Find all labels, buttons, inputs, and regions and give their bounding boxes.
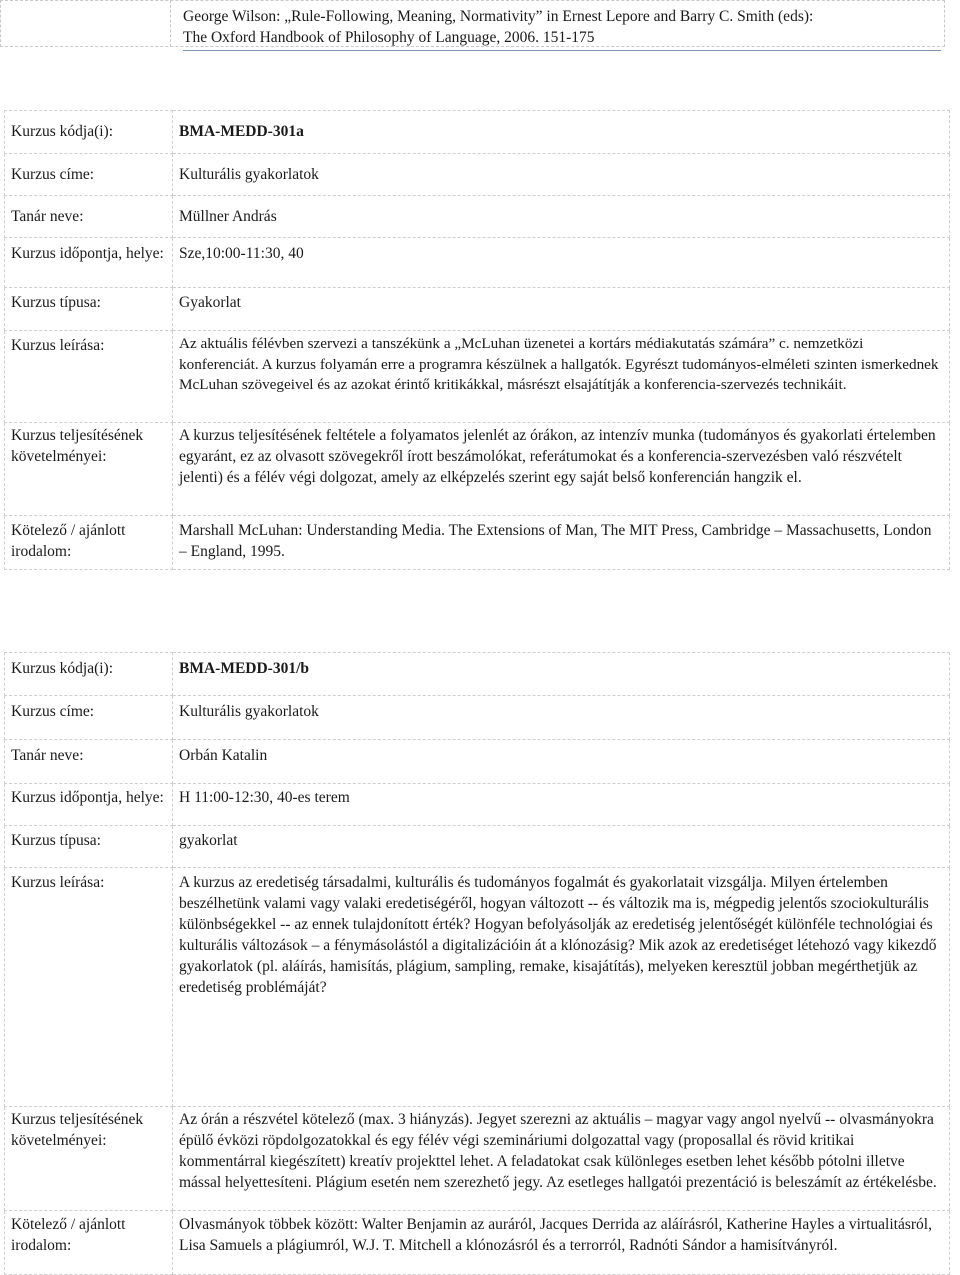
literature-label: Kötelező / ajánlott irodalom: [5,516,173,570]
course-code: BMA-MEDD-301/b [173,653,950,696]
citation-line-1: George Wilson: „Rule-Following, Meaning, Normativity” in Ernest Lepore and Barry C. Smith (eds): [183,8,814,25]
course-literature: Marshall McLuhan: Understanding Media. The Extensions of Man, The MIT Press, Cambridge – Massachusetts, London – England, 1995. [173,516,950,570]
row-code [5,653,950,696]
time-label: Kurzus időpontja, helye: [5,784,173,826]
course-type: gyakorlat [173,826,950,868]
course-literature: Olvasmányok többek között: Walter Benjamin az auráról, Jacques Derrida az aláírásról, Katherine Hayles a virtualitásról, Lisa Samuels a plágiumról, W.J. T. Mitchell a klónozásról és a terrorról, Radnóti Sándor a hamisítványról. [173,1211,950,1275]
row-title [5,696,950,740]
teacher-name: Orbán Katalin [173,740,950,784]
row-teacher [5,196,950,238]
row-code [5,111,950,154]
teacher-name: Müllner András [173,196,950,238]
row-requirements [5,423,950,516]
time-label: Kurzus időpontja, helye: [5,238,173,288]
description-label: Kurzus leírása: [5,331,173,423]
title-label: Kurzus címe: [5,696,173,740]
code-label: Kurzus kódja(i): [5,111,173,154]
course-code: BMA-MEDD-301a [173,111,950,154]
course-table-a [4,110,950,570]
course-time: Sze,10:00-11:30, 40 [173,238,950,288]
course-table-b [4,652,950,1275]
citation-line-2: The Oxford Handbook of Philosophy of Language, 2006. 151-175 [183,29,595,46]
literature-label: Kötelező / ajánlott irodalom: [5,1211,173,1275]
course-type: Gyakorlat [173,288,950,331]
row-requirements [5,1107,950,1211]
course-requirements: Az órán a részvétel kötelező (max. 3 hiányzás). Jegyet szerezni az aktuális – magyar vagy angol nyelvű -- olvasmányokra épülő évközi röpdolgozatokkal és egy félév végi szemináriumi dolgozattal vagy (proposallal és rövid kritikai kommentárral kiegészített) kreatív projekttel lehet. A feladatokat csak különleges esetben lehet később pótolni illetve mással helyettesíteni. Plágium esetén nem szerezhető jegy. Az esetleges hallgatói prezentáció is beleszámít az értékelésbe. [173,1107,950,1211]
requirements-label: Kurzus teljesítésének követelményei: [5,1107,173,1211]
row-literature [5,1211,950,1275]
course-description: Az aktuális félévben szervezi a tanszékünk a „McLuhan üzenetei a kortárs médiakutatás számára” c. nemzetközi konferenciát. A kurzus folyamán erre a programra készülnek a hallgatók. Egyrészt tudományos-elméleti szinten ismerkednek McLuhan szövegeivel és az azokat érintő kritikákkal, másrészt elsajátítják a konferencia-szervezés technikáit. [173,331,950,423]
teacher-label: Tanár neve: [5,196,173,238]
course-time: H 11:00-12:30, 40-es terem [173,784,950,826]
row-literature [5,516,950,570]
course-title: Kulturális gyakorlatok [173,154,950,196]
row-time [5,238,950,288]
row-description [5,331,950,423]
requirements-label: Kurzus teljesítésének követelményei: [5,423,173,516]
course-requirements: A kurzus teljesítésének feltétele a folyamatos jelenlét az órákon, az intenzív munka (tudományos és gyakorlati értelemben egyaránt, ez az olvasott szövegekről írott beszámolókat, referátumokat és a konferencia-szervezésben való részvételt jelenti) és a félév végi dolgozat, amely az elképzelés szerint egy saját belső konferencián hangzik el. [173,423,950,516]
title-label: Kurzus címe: [5,154,173,196]
type-label: Kurzus típusa: [5,288,173,331]
teacher-label: Tanár neve: [5,740,173,784]
description-label: Kurzus leírása: [5,868,173,1107]
row-time [5,784,950,826]
row-type [5,826,950,868]
row-description [5,868,950,1107]
course-description: A kurzus az eredetiség társadalmi, kulturális és tudományos fogalmát és gyakorlatait vizsgálja. Milyen értelemben beszélhetünk valami vagy valaki eredetiségéről, hogyan változott -- és változik ma is, mégpedig jelentős szociokulturális különbségekkel -- az ennek tulajdonított érték? Hogyan befolyásolják az eredetiség jelentőségét különféle technológiai és kulturális változások – a fénymásolástól a digitalizációin át a klónozásig? Mik azok az eredetiséget létehozó vagy kikezdő gyakorlatok (pl. aláírás, hamisítás, plágium, sampling, remake, kisajátítás), melyeken keresztül jobban megérthetjük az eredetiség problémáját? [173,868,950,1107]
citation-header [183,6,941,51]
type-label: Kurzus típusa: [5,826,173,868]
row-teacher [5,740,950,784]
row-title [5,154,950,196]
header-divider [170,0,171,47]
course-title: Kulturális gyakorlatok [173,696,950,740]
code-label: Kurzus kódja(i): [5,653,173,696]
row-type [5,288,950,331]
